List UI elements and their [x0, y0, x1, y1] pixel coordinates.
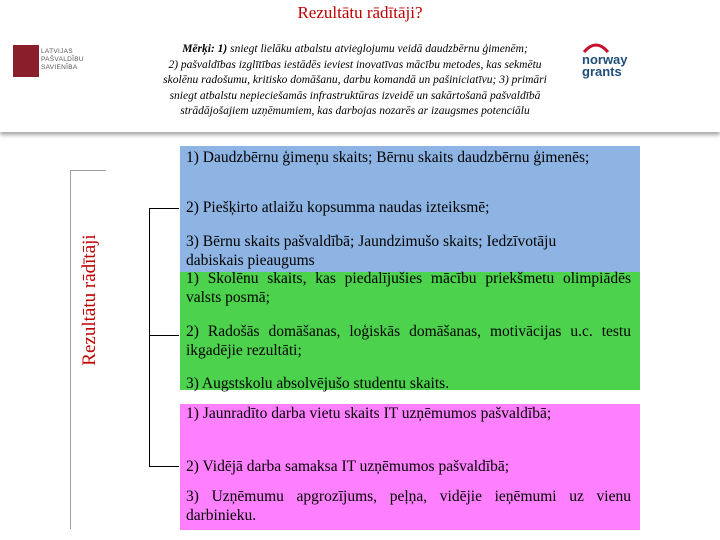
indicator-3-2: 2) Vidējā darba samaksa IT uzņēmumos pašvaldībā;	[186, 458, 510, 475]
bracket-vertical	[149, 208, 150, 466]
indicator-2-3: 3) Augstskolu absolvējušo studentu skaits.	[186, 375, 450, 392]
goals-prefix: Mērķi: 1)	[182, 43, 228, 55]
indicator-group-2	[180, 272, 640, 390]
indicator-3-1: 1) Jaunradīto darba vietu skaits IT uzņēmumos pašvaldībā;	[186, 405, 552, 422]
norway-grants-text: norway grants	[582, 52, 628, 79]
goals-line-1-rest: sniegt lielāku atbalstu atvieglojumu veidā daudzbērnu ģimenēm;	[227, 43, 528, 55]
bracket-top	[149, 208, 179, 209]
indicator-group-3	[180, 404, 640, 530]
indicator-1-3: 3) Bērnu skaits pašvaldībā; Jaundzimušo skaits; Iedzīvotāju dabiskais pieaugums	[186, 233, 557, 269]
indicator-1-2: 2) Piešķirto atlaižu kopsumma naudas izteiksmē;	[186, 199, 490, 216]
header-panel	[0, 0, 720, 132]
side-label-text: Rezultātu rādītāji	[79, 234, 100, 366]
bracket-middle	[149, 335, 179, 336]
lps-logo-text: LATVIJAS PAŠVALDĪBU SAVIENĪBA	[41, 48, 84, 71]
goals-line: skolēnu radošumu, kritisko domāšanu, darbu komandā un pašiniciatīvu; 3) primāri	[163, 74, 547, 86]
bracket-bottom	[149, 466, 179, 467]
indicator-2-2: 2) Radošās domāšanas, loģiskās domāšanas, motivācijas u.c. testu ikgadējie rezultāti;	[186, 323, 631, 359]
goals-line: 2) pašvaldības izglītības iestādēs ieviest inovatīvas mācību metodes, kas sekmētu	[168, 58, 542, 71]
side-label	[75, 175, 105, 425]
indicator-3-3: 3) Uzņēmumu apgrozījums, peļņa, vidējie ieņēmumi uz vienu darbinieku.	[186, 488, 631, 524]
indicator-2-1: 1) Skolēnu skaits, kas piedalījušies mācību priekšmetu olimpiādēs valsts posmā;	[186, 270, 631, 306]
norway-grants-logo	[574, 40, 654, 80]
goals-line: sniegt atbalstu nepieciešamās infrastruktūras izveidē un sakārtošanā pašvaldībā	[169, 89, 541, 102]
slide-title: Rezultātu rādītāji?	[297, 3, 423, 22]
lps-logo-mark	[13, 45, 39, 77]
goals-line	[95, 42, 615, 58]
goals-text	[95, 42, 615, 120]
indicator-group-1	[180, 146, 640, 272]
lps-logo	[13, 45, 101, 81]
goals-line: strādājošajiem uzņēmumiem, kas darbojas nozarēs ar izaugsmes potenciālu	[180, 105, 530, 117]
indicator-1-1: 1) Daudzbērnu ģimeņu skaits; Bērnu skaits daudzbērnu ģimenēs;	[186, 149, 590, 166]
